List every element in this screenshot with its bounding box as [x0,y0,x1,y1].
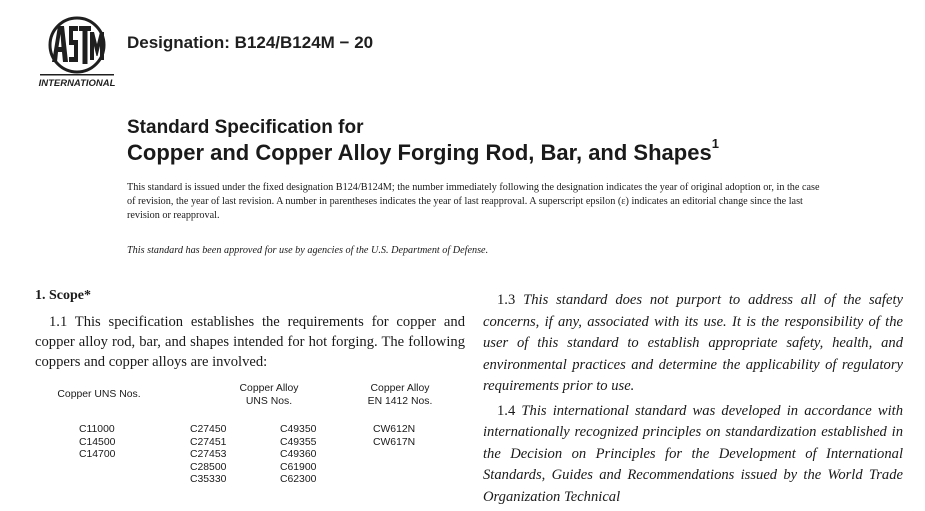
designation: Designation: B124/B124M − 20 [127,33,374,52]
table-cell: C27450 [190,424,227,435]
paragraph-1-4: 1.4 This international standard was developed in accordance with internationally recognized principles on standardization established in the Decision on Principles for the Development of International Standards, Guides and Recommendations issued by the World Trade Organization Technical [483,402,904,505]
right-column [483,290,903,511]
boilerplate-paragraph: This standard is issued under the fixed designation B124/B124M; the number immediately following the designation indicates the year of original adoption or, in the case of revision, the year of last revision. A number in parentheses indicates the year of last reapproval. A superscript epsilon (ε) indicates an editorial change since the last revision or reapproval. [127,182,820,221]
footnote-marker: 1 [711,136,719,151]
table-cell: C49350 [280,424,317,435]
svg-text:INTERNATIONAL: INTERNATIONAL [38,78,116,89]
table-cell: C14700 [79,449,116,461]
table-cell: C49355 [280,436,317,448]
table-cell: C28500 [190,461,227,473]
paragraph-1-3: 1.3 This standard does not purport to address all of the safety concerns, if any, associated with its use. It is the responsibility of the user of this standard to establish appropriate safety, health, and environmental practices and determine the applicability of regulatory requirements prior to use. [483,292,903,394]
table-header-alloy-uns: Copper Alloy UNS Nos. [239,383,299,407]
paragraph-1-1: 1.1 This specification establishes the requirements for copper and copper alloy rod, bar, and shapes intended for hot forging. The following coppers and copper alloys are involved: [35,314,465,370]
left-column [35,288,465,372]
table-cell: C11000 [79,424,115,435]
table-header-en1412: Copper Alloy EN 1412 Nos. [367,383,433,407]
title-line-2 [127,136,719,166]
table-cell: C27451 [190,436,227,448]
table-cell: C35330 [190,474,227,486]
table-column-copper-uns [79,424,115,462]
title-line-1: Standard Specification for [127,117,364,138]
table-column-en1412 [373,424,415,449]
dod-approval-note: This standard has been approved for use by agencies of the U.S. Department of Defense. [127,245,489,256]
table-cell: C14500 [79,436,116,448]
table-cell: C61900 [280,461,317,473]
table-column-alloy-uns-a [190,424,226,487]
table-header-copper-uns: Copper UNS Nos. [57,389,141,400]
table-cell: CW612N [373,424,416,435]
table-column-alloy-uns-b [280,424,316,487]
table-cell: C27453 [190,449,227,461]
scope-heading: 1. Scope* [35,288,91,303]
astm-logo [38,12,116,90]
title-text: Copper and Copper Alloy Forging Rod, Bar, and Shapes [127,140,712,165]
table-cell: C49360 [280,449,317,461]
table-cell: C62300 [280,474,317,486]
table-cell: CW617N [373,436,416,448]
